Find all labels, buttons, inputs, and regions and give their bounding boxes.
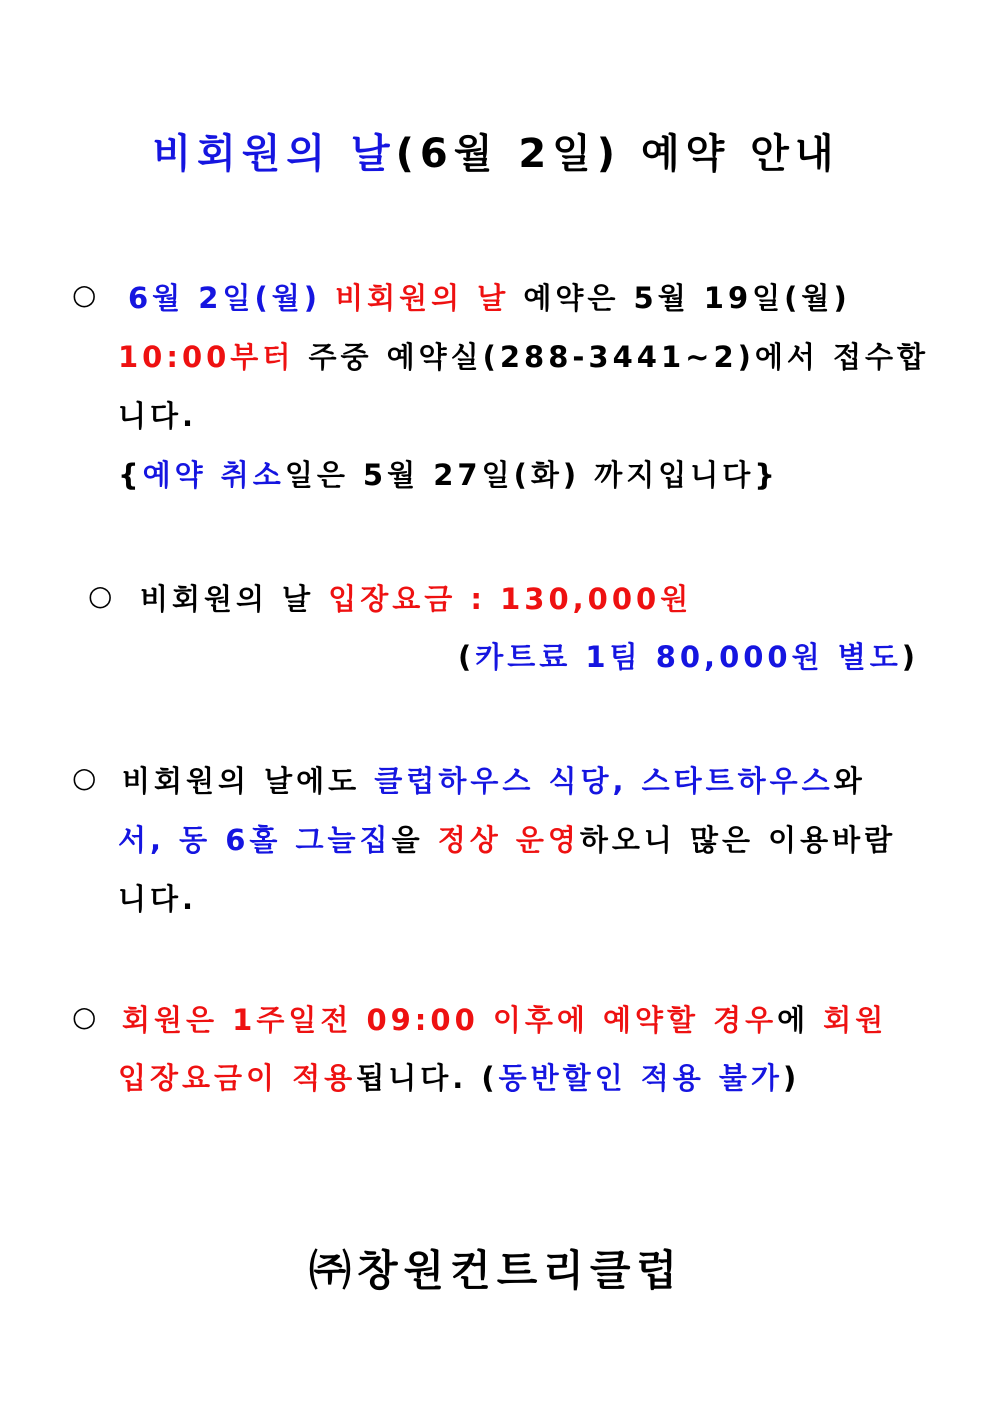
section2-line1 (140, 577, 692, 618)
title-rest: (6월 2일) 예약 안내 (395, 131, 840, 177)
cart-fee-text: 카트료 1팀 80,000원 별도 (475, 640, 902, 674)
green-fee-text: 입장요금 : 130,000원 (314, 582, 693, 616)
conjunction: 와 (833, 764, 866, 798)
bullet-4: ○ (72, 1000, 97, 1033)
cancel-deadline-text: 일은 5월 27일(화) 까지입니다} (284, 458, 779, 492)
document-title (0, 122, 992, 179)
date-text: 6월 2일(월) (128, 281, 322, 315)
particle: 을 (391, 823, 438, 857)
section4-line1 (122, 998, 887, 1039)
section1-line3: 니다. (118, 399, 198, 433)
member-text: 회원 (823, 1003, 888, 1037)
reservation-office-text: 주중 예약실(288-3441~2)에서 접수합 (294, 340, 930, 374)
time-text: 10:00부터 (118, 340, 295, 374)
member-reservation-text: 회원은 1주일전 09:00 이후에 예약할 경우 (122, 1003, 778, 1037)
bullet-1: ○ (72, 278, 97, 311)
title-highlight: 비회원의 날 (152, 131, 396, 177)
bullet-3: ○ (72, 761, 97, 794)
particle-2: 에 (777, 1003, 824, 1037)
reservation-open-text: 예약은 5월 19일(월) (509, 281, 851, 315)
brace-open: { (118, 458, 143, 492)
cancel-text: 예약 취소 (142, 458, 285, 492)
nonmember-day-text: 비회원의 날 (321, 281, 510, 315)
fee-applied-text: 입장요금이 적용 (118, 1061, 357, 1095)
paren-close: ) (901, 640, 920, 674)
company-name: ㈜창원컨트리클럽 (308, 1246, 683, 1295)
section1-line4 (118, 453, 779, 494)
section3-line1 (122, 759, 866, 800)
ending-text: 됩니다. (356, 1061, 482, 1095)
paren-open-2: ( (481, 1061, 499, 1095)
operation-intro: 비회원의 날에도 (122, 764, 375, 798)
bullet-2: ○ (88, 579, 113, 612)
nonmember-label: 비회원의 날 (140, 582, 315, 616)
paren-open: ( (458, 640, 476, 674)
usage-request-text: 하오니 많은 이용바람 (579, 823, 897, 857)
facilities-text: 클럽하우스 식당, 스타트하우스 (374, 764, 834, 798)
section3-line2 (118, 818, 896, 859)
section2-line2 (458, 635, 919, 676)
no-discount-text: 동반할인 적용 불가 (498, 1061, 783, 1095)
section1-line1 (128, 276, 851, 317)
paren-close-2: ) (782, 1061, 801, 1095)
section4-line2 (118, 1056, 800, 1097)
normal-operation-text: 정상 운영 (437, 823, 580, 857)
section3-line3: 니다. (118, 882, 198, 916)
rest-areas-text: 서, 동 6홀 그늘집 (118, 823, 392, 857)
section1-line2 (118, 335, 929, 376)
